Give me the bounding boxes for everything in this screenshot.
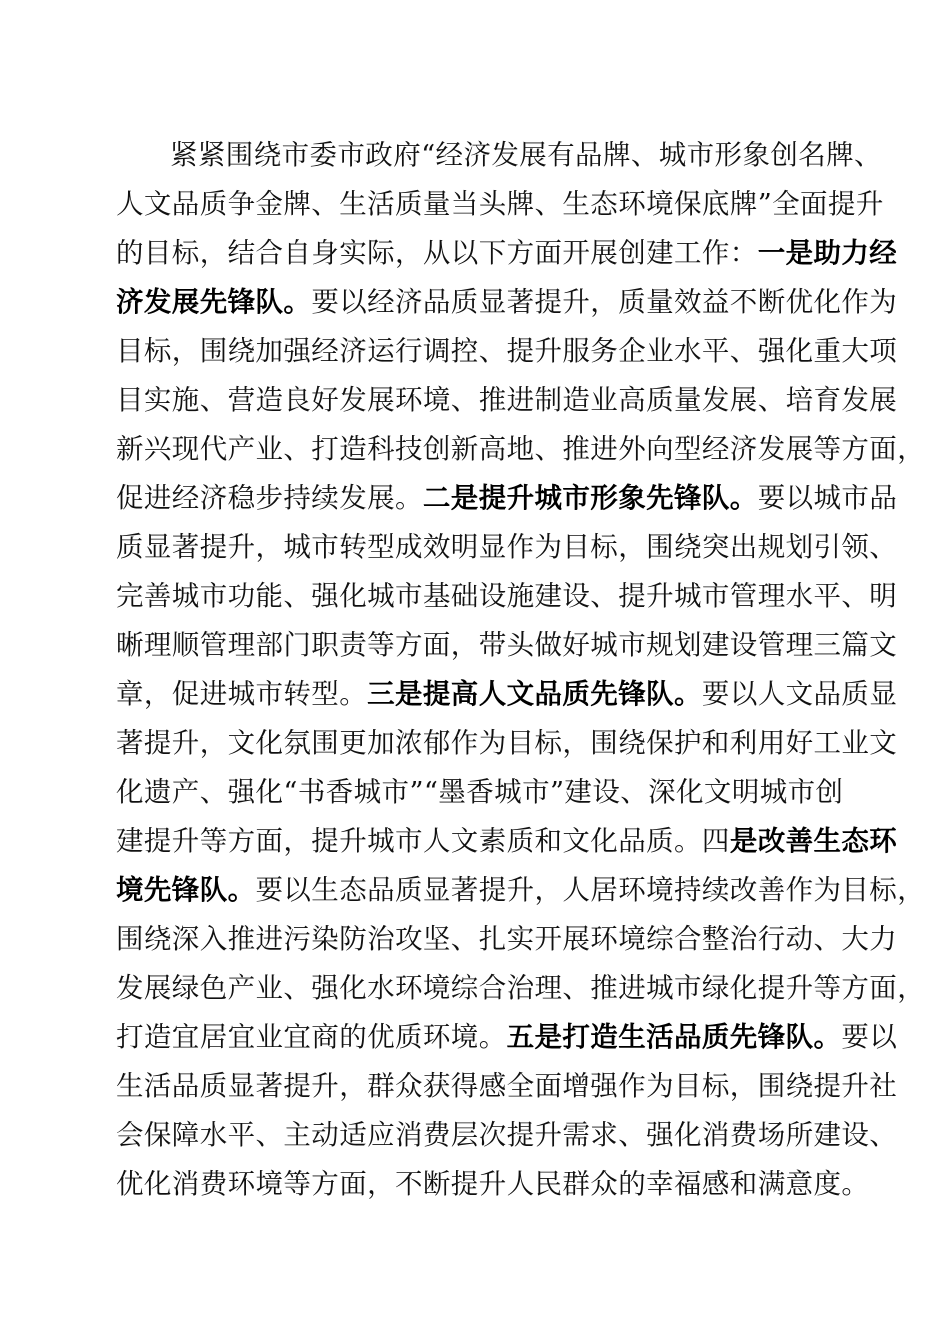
paragraph-line-15 [116,825,898,857]
text-run: 要以城市品 [757,482,898,514]
text-run: 围绕深入推进污染防治攻坚、扎实开展环境综合整治行动、大力 [116,923,898,955]
text-run: 的目标，结合自身实际，从以下方面开展创建工作： [116,237,758,269]
paragraph-line-14 [116,776,844,808]
text-run: 优化消费环境等方面，不断提升人民群众的幸福感和满意度。 [116,1168,870,1200]
paragraph-line-12 [116,678,898,710]
paragraph-line-20 [116,1070,898,1102]
paragraph-line-3 [116,237,898,269]
text-run: 要以 [841,1021,898,1053]
text-run: 章，促进城市转型。 [116,678,368,710]
text-run: 晰理顺管理部门职责等方面，带头做好城市规划建设管理三篇文 [116,629,898,661]
paragraph-line-10 [116,580,898,612]
bold-heading-run: 济发展先锋队。 [116,286,312,318]
paragraph-line-17 [116,923,898,955]
paragraph-line-5 [116,335,898,367]
text-run: 要以经济品质显著提升，质量效益不断优化作为 [311,286,898,318]
text-run: 要以人文品质显 [701,678,898,710]
paragraph-line-6 [116,384,898,416]
paragraph-line-13 [116,727,898,759]
bold-heading-run: 是改善生态环 [729,825,898,857]
text-run: 要以生态品质显著提升，人居环境持续改善作为目标， [255,874,926,906]
bold-heading-run: 一是助力经 [757,237,898,269]
text-run: 发展绿色产业、强化水环境综合治理、推进城市绿化提升等方面， [116,972,926,1004]
paragraph-line-21 [116,1119,898,1151]
paragraph-line-8 [116,482,898,514]
text-run: 目实施、营造良好发展环境、推进制造业高质量发展、培育发展 [116,384,898,416]
bold-heading-run: 境先锋队。 [116,874,256,906]
text-run: 紧紧围绕市委市政府“经济发展有品牌、城市形象创名牌、 [170,139,882,171]
paragraph-line-22 [116,1168,870,1200]
paragraph-line-4 [116,286,898,318]
paragraph-line-9 [116,531,898,563]
paragraph-line-19 [116,1021,898,1053]
bold-heading-run: 二是提升城市形象先锋队。 [422,482,758,514]
paragraph-line-1 [170,139,882,171]
text-run: 质显著提升，城市转型成效明显作为目标，围绕突出规划引领、 [116,531,898,563]
text-run: 完善城市功能、强化城市基础设施建设、提升城市管理水平、明 [116,580,898,612]
text-run: 人文品质争金牌、生活质量当头牌、生态环境保底牌”全面提升 [116,188,884,220]
text-run: 会保障水平、主动适应消费层次提升需求、强化消费场所建设、 [116,1119,898,1151]
paragraph-line-18 [116,972,926,1004]
bold-heading-run: 三是提高人文品质先锋队。 [367,678,702,710]
paragraph-line-11 [116,629,898,661]
text-run: 生活品质显著提升，群众获得感全面增强作为目标，围绕提升社 [116,1070,898,1102]
text-run: 促进经济稳步持续发展。 [116,482,423,514]
text-run: 新兴现代产业、打造科技创新高地、推进外向型经济发展等方面， [116,433,926,465]
text-run: 著提升，文化氛围更加浓郁作为目标，围绕保护和利用好工业文 [116,727,898,759]
paragraph-line-2 [116,188,884,220]
paragraph-line-16 [116,874,926,906]
text-run: 打造宜居宜业宜商的优质环境。 [116,1021,507,1053]
text-run: 化遗产、强化“书香城市”“墨香城市”建设、深化文明城市创 [116,776,844,808]
bold-heading-run: 五是打造生活品质先锋队。 [506,1021,842,1053]
text-run: 建提升等方面，提升城市人文素质和文化品质。四 [116,825,730,857]
paragraph-line-7 [116,433,926,465]
text-run: 目标，围绕加强经济运行调控、提升服务企业水平、强化重大项 [116,335,898,367]
